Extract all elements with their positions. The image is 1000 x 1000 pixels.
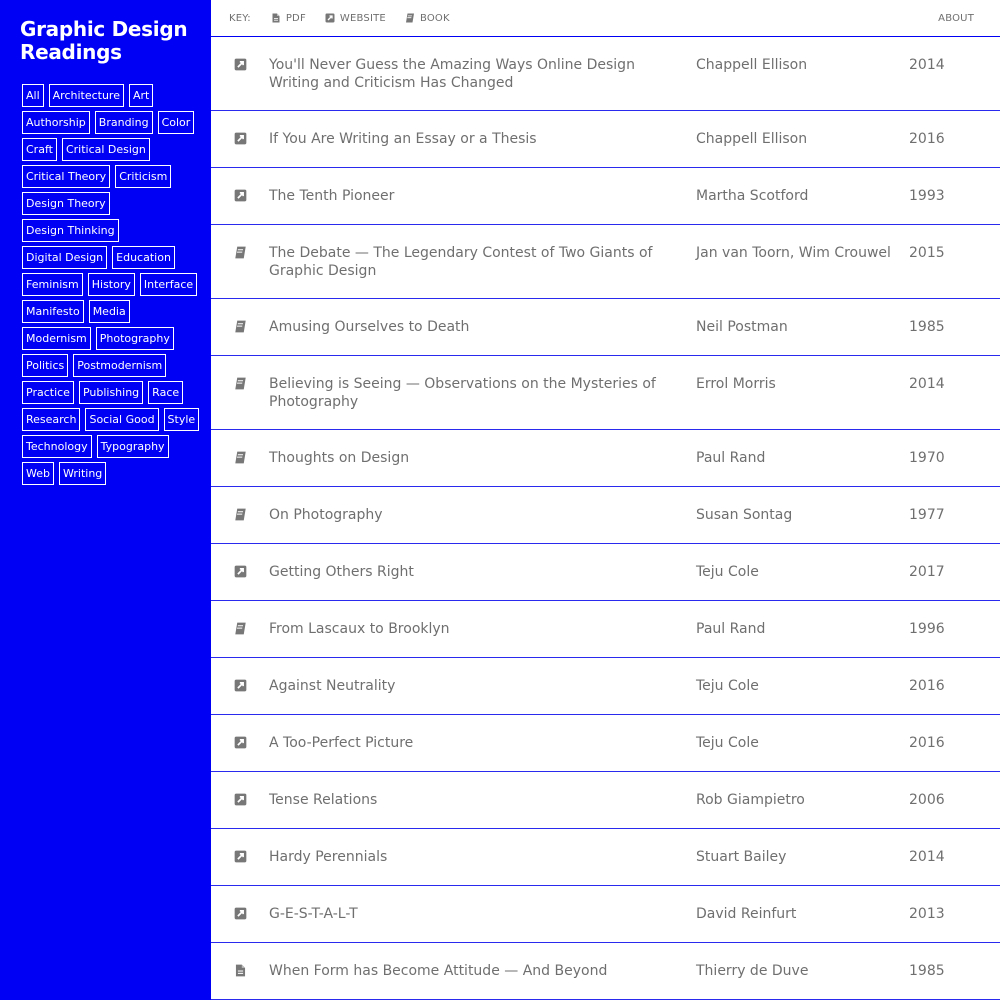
reading-year: 2006 [909,792,945,808]
site-title[interactable]: Graphic Design Readings [20,17,188,64]
type-icon-cell [211,621,269,635]
tag-manifesto[interactable]: Manifesto [22,300,84,323]
reading-author: Susan Sontag [696,507,793,523]
tag-typography[interactable]: Typography [97,435,169,458]
reading-title[interactable]: Against Neutrality [269,678,396,694]
reading-row[interactable] [211,601,1000,658]
reading-year: 2014 [909,376,945,392]
type-icon-cell [211,792,269,806]
tag-feminism[interactable]: Feminism [22,273,83,296]
tag-color[interactable]: Color [158,111,195,134]
tag-authorship[interactable]: Authorship [22,111,90,134]
tag-critical-design[interactable]: Critical Design [62,138,150,161]
type-icon-cell [211,735,269,749]
tag-postmodernism[interactable]: Postmodernism [73,354,166,377]
reading-year: 2013 [909,906,945,922]
tag-education[interactable]: Education [112,246,175,269]
tag-race[interactable]: Race [148,381,183,404]
reading-row[interactable] [211,886,1000,943]
reading-row[interactable] [211,829,1000,886]
reading-author: Errol Morris [696,376,776,392]
reading-title[interactable]: G-E-S-T-A-L-T [269,906,358,922]
key-website [325,13,386,24]
reading-title[interactable]: From Lascaux to Brooklyn [269,621,450,637]
type-icon-cell [211,131,269,145]
type-icon-cell [211,678,269,692]
reading-row[interactable] [211,430,1000,487]
tag-interface[interactable]: Interface [140,273,197,296]
external-link-icon [234,189,247,202]
reading-title[interactable]: The Tenth Pioneer [269,188,395,204]
reading-title[interactable]: Thoughts on Design [269,450,410,466]
reading-author: Paul Rand [696,621,766,637]
tag-history[interactable]: History [88,273,135,296]
reading-title[interactable]: On Photography [269,507,383,523]
reading-year: 1993 [909,188,945,204]
reading-row[interactable] [211,544,1000,601]
reading-row[interactable] [211,37,1000,111]
book-icon [234,246,247,259]
main-content [211,0,1000,1000]
reading-year: 1985 [909,319,945,335]
tag-filter-list [20,84,200,485]
tag-practice[interactable]: Practice [22,381,74,404]
tag-publishing[interactable]: Publishing [79,381,143,404]
tag-art[interactable]: Art [129,84,153,107]
reading-row[interactable] [211,487,1000,544]
tag-photography[interactable]: Photography [96,327,174,350]
reading-title[interactable]: Getting Others Right [269,564,414,580]
reading-year: 2016 [909,678,945,694]
reading-author: Rob Giampietro [696,792,805,808]
type-icon-cell [211,245,269,259]
tag-modernism[interactable]: Modernism [22,327,91,350]
type-icon-cell [211,906,269,920]
reading-row[interactable] [211,356,1000,430]
book-icon [234,622,247,635]
pdf-icon [234,964,247,977]
external-link-icon [234,132,247,145]
type-icon-cell [211,564,269,578]
reading-title[interactable]: The Debate — The Legendary Contest of Two Giants of Graphic Design [269,245,653,279]
reading-title[interactable]: Believing is Seeing — Observations on the Mysteries of Photography [269,376,656,410]
reading-year: 2016 [909,735,945,751]
book-icon [234,377,247,390]
tag-branding[interactable]: Branding [95,111,153,134]
external-link-icon [234,850,247,863]
external-link-icon [234,907,247,920]
external-link-icon [325,13,335,23]
reading-year: 2017 [909,564,945,580]
pdf-icon [271,13,281,23]
reading-row[interactable] [211,715,1000,772]
external-link-icon [234,793,247,806]
tag-all[interactable]: All [22,84,44,107]
reading-title[interactable]: Hardy Perennials [269,849,388,865]
reading-year: 1985 [909,963,945,979]
key-pdf-label: PDF [285,12,306,24]
reading-row[interactable] [211,943,1000,1000]
reading-row[interactable] [211,168,1000,225]
tag-design-thinking[interactable]: Design Thinking [22,219,119,242]
reading-row[interactable] [211,111,1000,168]
tag-research[interactable]: Research [22,408,80,431]
key-book [405,13,450,24]
reading-author: Paul Rand [696,450,766,466]
reading-author: David Reinfurt [696,906,797,922]
reading-title[interactable]: You'll Never Guess the Amazing Ways Online Design Writing and Criticism Has Changed [269,57,635,91]
external-link-icon [234,679,247,692]
reading-year: 2014 [909,57,945,73]
about-link[interactable]: ABOUT [938,12,974,24]
reading-title[interactable]: Amusing Ourselves to Death [269,319,470,335]
reading-author: Chappell Ellison [696,57,808,73]
reading-title[interactable]: When Form has Become Attitude — And Beyond [269,963,608,979]
reading-author: Stuart Bailey [696,849,787,865]
reading-author: Jan van Toorn, Wim Crouwel [696,245,891,261]
type-icon-cell [211,963,269,977]
reading-row[interactable] [211,299,1000,356]
tag-social-good[interactable]: Social Good [85,408,158,431]
reading-title[interactable]: If You Are Writing an Essay or a Thesis [269,131,537,147]
tag-technology[interactable]: Technology [22,435,92,458]
type-icon-cell [211,849,269,863]
reading-year: 1996 [909,621,945,637]
type-icon-cell [211,188,269,202]
book-icon [234,451,247,464]
tag-politics[interactable]: Politics [22,354,68,377]
reading-year: 2016 [909,131,945,147]
reading-year: 2014 [909,849,945,865]
reading-author: Thierry de Duve [696,963,809,979]
type-icon-cell [211,57,269,71]
tag-craft[interactable]: Craft [22,138,57,161]
reading-author: Teju Cole [696,678,759,694]
reading-author: Neil Postman [696,319,788,335]
reading-year: 1977 [909,507,945,523]
reading-title[interactable]: Tense Relations [269,792,378,808]
key-bar [211,0,1000,37]
key-website-label: WEBSITE [339,12,386,24]
external-link-icon [234,565,247,578]
reading-row[interactable] [211,225,1000,299]
reading-row[interactable] [211,772,1000,829]
key-book-label: BOOK [419,12,450,24]
external-link-icon [234,58,247,71]
tag-critical-theory[interactable]: Critical Theory [22,165,110,188]
tag-web[interactable]: Web [22,462,54,485]
reading-author: Teju Cole [696,735,759,751]
tag-criticism[interactable]: Criticism [115,165,171,188]
reading-title[interactable]: A Too-Perfect Picture [269,735,414,751]
tag-media[interactable]: Media [89,300,130,323]
book-icon [234,320,247,333]
key-label: KEY: [229,12,251,24]
tag-design-theory[interactable]: Design Theory [22,192,110,215]
sidebar [0,0,211,1000]
type-icon-cell [211,507,269,521]
reading-author: Martha Scotford [696,188,809,204]
tag-digital-design[interactable]: Digital Design [22,246,107,269]
reading-author: Teju Cole [696,564,759,580]
reading-author: Chappell Ellison [696,131,808,147]
tag-writing[interactable]: Writing [59,462,106,485]
external-link-icon [234,736,247,749]
type-icon-cell [211,319,269,333]
book-icon [234,508,247,521]
key-pdf [271,13,306,24]
reading-row[interactable] [211,658,1000,715]
readings-list [211,37,1000,1000]
reading-year: 2015 [909,245,945,261]
type-icon-cell [211,450,269,464]
tag-style[interactable]: Style [164,408,200,431]
type-icon-cell [211,376,269,390]
tag-architecture[interactable]: Architecture [49,84,124,107]
book-icon [405,13,415,23]
reading-year: 1970 [909,450,945,466]
